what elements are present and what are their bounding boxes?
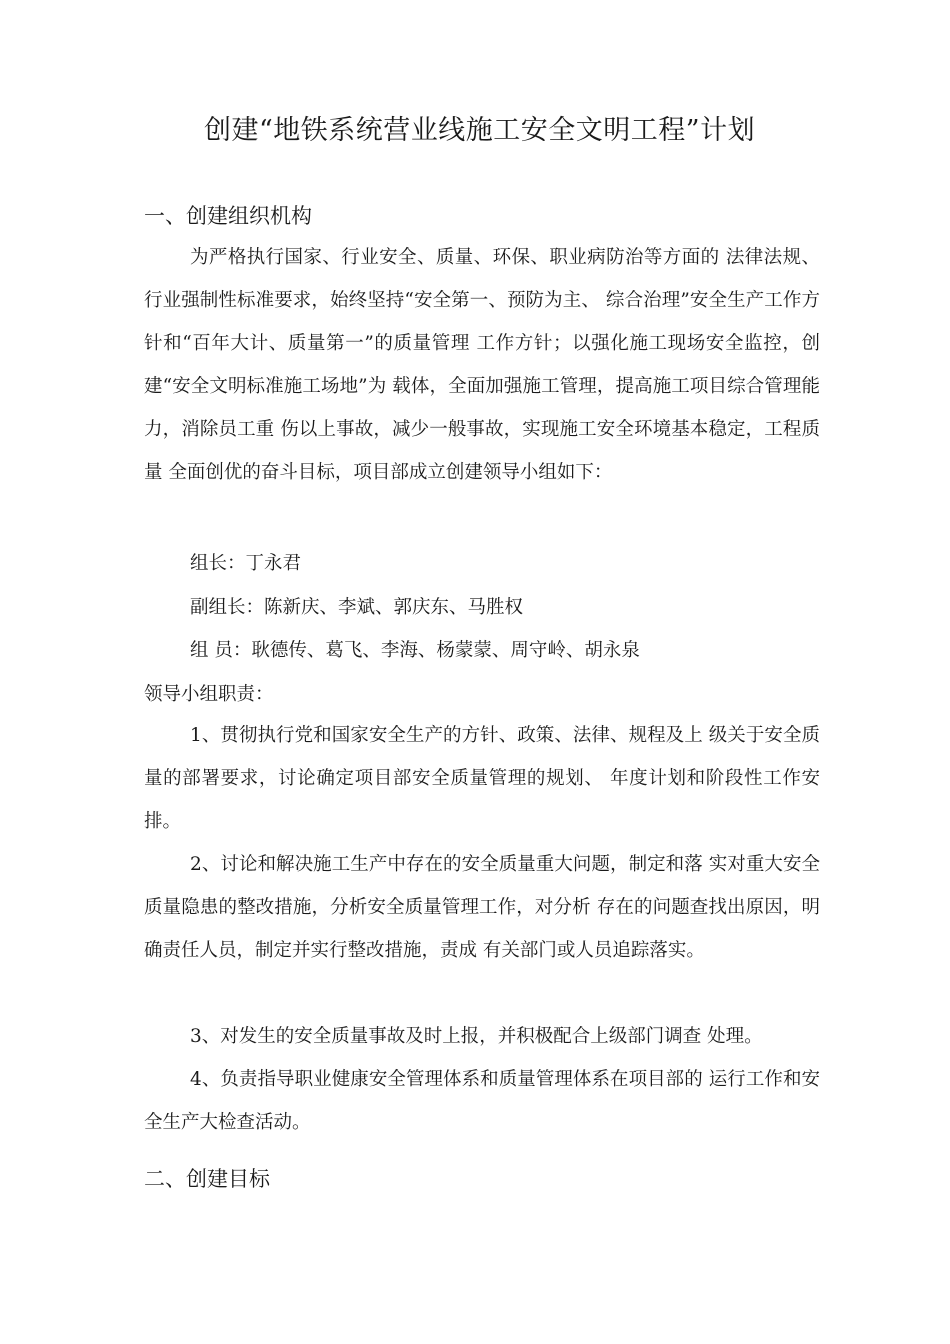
group-leader-line: 组长：丁永君 xyxy=(190,553,302,574)
document-title: 创建“地铁系统营业线施工安全文明工程”计划 xyxy=(204,115,756,146)
intro-paragraph: 为严格执行国家、行业安全、质量、环保、职业病防治等方面的 法律法规、行业强制性标准要求，始终坚持“安全第一、预防为主、 综合治理”安全生产工作方针和“百年大计、质量第一”的质量管理 工作方针；以强化施工现场安全监控，创建“安全文明标准施工场地”为 载体，全面加强施工管理，提高施工项目综合管理能力，消除员工重 伤以上事故，减少一般事故，实现施工安全环境基本稳定，工程质量 全面创优的奋斗目标，项目部成立创建领导小组如下： xyxy=(144,247,820,483)
duty-item-2: 2、讨论和解决施工生产中存在的安全质量重大问题，制定和落 实对重大安全质量隐患的整改措施，分析安全质量管理工作，对分析 存在的问题查找出原因，明确责任人员，制定并实行整改措施，责成 有关部门或人员追踪落实。 xyxy=(144,854,820,961)
section-heading-organization: 一、创建组织机构 xyxy=(144,204,312,228)
duty-item-1: 1、贯彻执行党和国家安全生产的方针、政策、法律、规程及上 级关于安全质量的部署要求，讨论确定项目部安全质量管理的规划、 年度计划和阶段性工作安排。 xyxy=(144,725,820,832)
duty-item-3: 3、对发生的安全质量事故及时上报，并积极配合上级部门调查 处理。 xyxy=(190,1026,763,1047)
section-heading-goals: 二、创建目标 xyxy=(144,1167,270,1191)
deputy-leader-line: 副组长：陈新庆、李斌、郭庆东、马胜权 xyxy=(190,597,524,618)
duties-label: 领导小组职责： xyxy=(144,684,274,705)
group-members-line: 组 员：耿德传、葛飞、李海、杨蒙蒙、周守岭、胡永泉 xyxy=(190,640,640,661)
duty-item-4: 4、负责指导职业健康安全管理体系和质量管理体系在项目部的 运行工作和安全生产大检查活动。 xyxy=(144,1069,820,1133)
